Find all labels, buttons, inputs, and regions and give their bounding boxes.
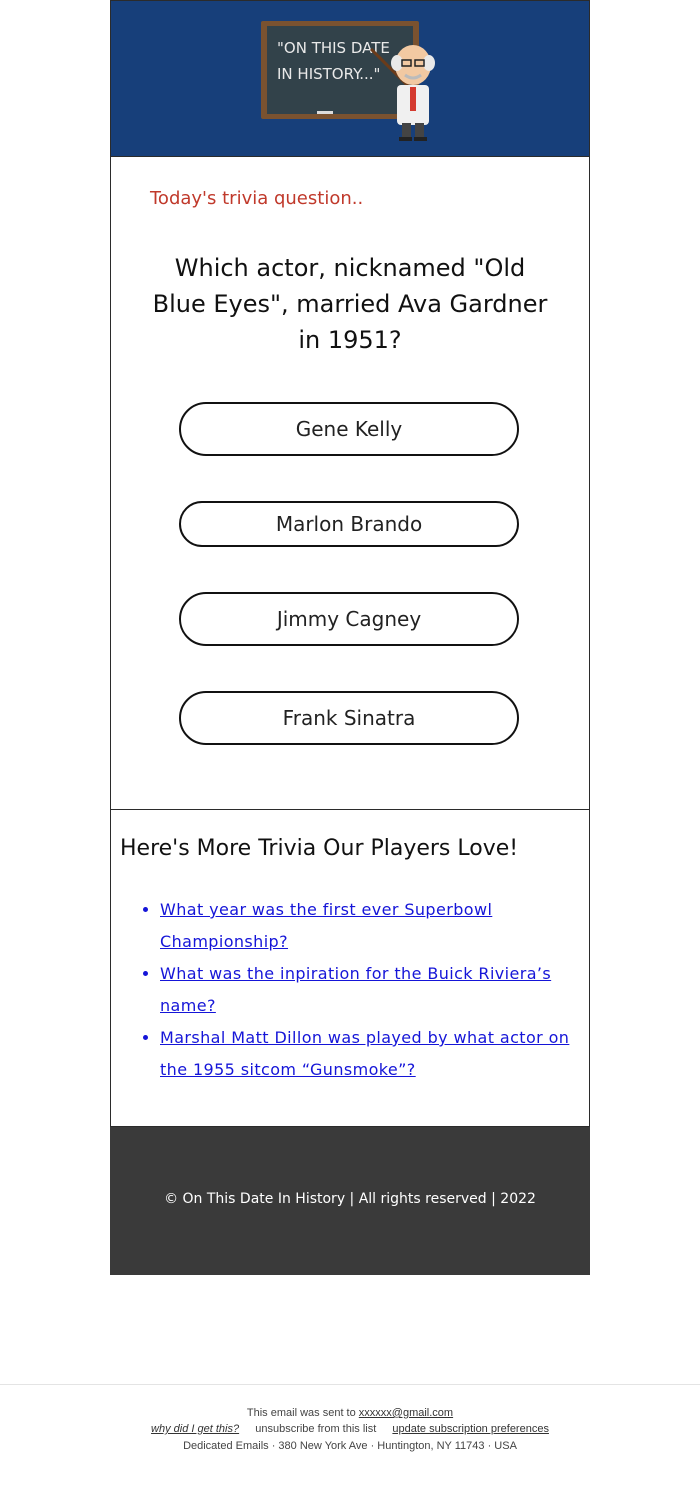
answer-button-marlon-brando[interactable]: Marlon Brando [179, 501, 519, 547]
more-trivia-title: Here's More Trivia Our Players Love! [120, 836, 519, 861]
answer-button-jimmy-cagney[interactable]: Jimmy Cagney [179, 592, 519, 646]
more-trivia-list [160, 894, 580, 1086]
trivia-link-gunsmoke[interactable]: Marshal Matt Dillon was played by what actor on the 1955 sitcom “Gunsmoke”? [160, 1028, 570, 1079]
footer-banner [110, 1127, 590, 1275]
sent-to-label: This email was sent to [246, 1407, 356, 1419]
content-layer [110, 0, 590, 1127]
system-footer [0, 1384, 700, 1496]
logo-text-1: "ON THIS DATE [277, 39, 390, 57]
trivia-link-superbowl[interactable]: What year was the first ever Superbowl Championship? [160, 900, 493, 951]
recipient-email-link[interactable]: xxxxxx@gmail.com [358, 1407, 454, 1419]
copyright-text: © On This Date In History | All rights reserved | 2022 [164, 1191, 536, 1207]
list-item [160, 958, 580, 1022]
unsubscribe-link[interactable]: unsubscribe from this list [255, 1423, 377, 1435]
sent-to-line [0, 1407, 700, 1419]
trivia-question: Which actor, nicknamed "Old Blue Eyes", married Ava Gardner in 1951? [152, 254, 548, 354]
logo-text-2: IN HISTORY..." [277, 65, 381, 83]
list-item [160, 894, 580, 958]
sender-address: Dedicated Emails · 380 New York Ave · Huntington, NY 11743 · USA [183, 1440, 517, 1452]
update-preferences-link[interactable]: update subscription preferences [392, 1423, 549, 1435]
subscription-links [0, 1423, 700, 1435]
list-item [160, 1022, 580, 1086]
answer-button-frank-sinatra[interactable]: Frank Sinatra [179, 691, 519, 745]
trivia-kicker: Today's trivia question.. [150, 188, 364, 209]
why-did-i-get-this-link[interactable]: why did I get this? [151, 1423, 240, 1435]
answer-button-gene-kelly[interactable]: Gene Kelly [179, 402, 519, 456]
trivia-link-buick-riviera[interactable]: What was the inpiration for the Buick Riviera’s name? [160, 964, 552, 1015]
